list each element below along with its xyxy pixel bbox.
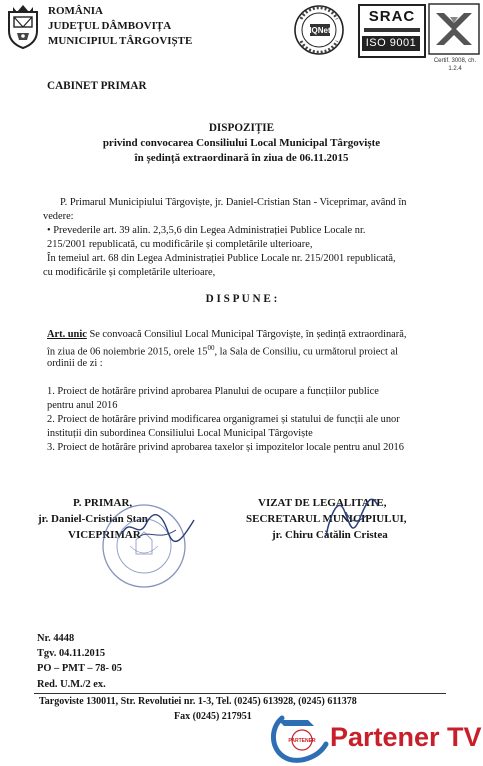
cabinet-label: CABINET PRIMAR [47, 80, 147, 92]
article-text-2b: , la Sala de Consiliu, cu următorul proiect al [214, 346, 398, 358]
srac-label: SRAC [368, 8, 416, 25]
partener-badge: PARTENER [288, 738, 316, 744]
iqnet-certification-logo-icon [290, 3, 348, 57]
agenda-item-number: 2. [47, 414, 55, 425]
intro-paragraph-2-cont: 215/2001 republicată, cu modificările și completările ulterioare, [47, 239, 313, 250]
article-text-1: Se convoacă Consiliul Local Municipal Târgoviște, în ședință extraordinară, [89, 329, 407, 340]
ref-number: Nr. 4448 [37, 633, 75, 644]
agenda-item-text: Proiect de hotărâre privind aprobarea taxelor și impozitelor locale pentru anul 2016 [57, 442, 404, 453]
header-romania: ROMÂNIA [48, 5, 103, 17]
iqnet-label: IQNet [309, 26, 331, 35]
ref-date: Tgv. 04.11.2015 [37, 648, 106, 659]
partener-tv-logo-icon [268, 714, 332, 764]
coat-of-arms-crest-icon [4, 3, 42, 49]
intro-paragraph-3-cont: cu modificările și completările ulterioare, [43, 267, 216, 278]
footer-divider [34, 693, 446, 694]
srac-iso-certification-logo [358, 4, 426, 58]
agenda-item-3 [47, 441, 404, 454]
signature-right-role: SECRETARUL MUNICIPIULUI, [246, 513, 407, 525]
certification-mark-icon [428, 3, 480, 55]
article-text-2a: în ziua de 06 noiembrie 2015, orele 15 [47, 346, 208, 358]
agenda-item-text: Proiect de hotărâre privind modificarea organigramei și statului de funcții ale unor [57, 414, 400, 425]
signature-left-role: VICEPRIMAR [68, 529, 141, 541]
partener-tv-watermark: Partener TV [330, 722, 482, 752]
agenda-item-number: 1. [47, 386, 55, 397]
agenda-item-1-cont: pentru anul 2016 [47, 400, 118, 411]
certification-reference: Certif. 3008, ch. 1.2.4 [433, 58, 477, 72]
article-line-3: ordinii de zi : [47, 358, 103, 369]
signature-left-title: P. PRIMAR, [73, 497, 133, 509]
agenda-item-1 [47, 385, 379, 398]
header-judet: JUDEȚUL DÂMBOVIȚA [48, 20, 172, 32]
handwritten-signature-left-icon [118, 510, 198, 546]
ref-redactor: Red. U.M./2 ex. [37, 679, 106, 690]
article-hour-superscript: 00 [207, 344, 215, 352]
agenda-item-text: Proiect de hotărâre privind aprobarea Planului de ocupare a funcțiilor publice [57, 386, 379, 397]
article-label: Art. unic [47, 329, 87, 340]
document-subtitle-2: în ședință extraordinară în ziua de 06.11.2015 [134, 152, 349, 164]
header-municipiu: MUNICIPIUL TÂRGOVIȘTE [48, 35, 193, 47]
ref-code: PO – PMT – 78- 05 [37, 663, 122, 674]
iso-9001-label: ISO 9001 [362, 36, 420, 51]
intro-paragraph-3: În temeiul art. 68 din Legea Administrației Publice Locale nr. 215/2001 republicată, [47, 253, 396, 264]
intro-paragraph-1: P. Primarul Municipiului Târgoviște, jr. Daniel-Cristian Stan - Viceprimar, având în [60, 197, 407, 208]
intro-paragraph-2: • Prevederile art. 39 alin. 2,3,5,6 din Legea Administrației Publice Locale nr. [47, 225, 366, 236]
document-subtitle-1: privind convocarea Consiliului Local Municipal Târgoviște [102, 137, 381, 149]
article-line-1 [47, 328, 406, 341]
agenda-item-2 [47, 413, 400, 426]
footer-fax: Fax (0245) 217951 [174, 711, 252, 722]
signature-right-title: VIZAT DE LEGALITATE, [258, 497, 387, 509]
signature-right-name: jr. Chiru Cătălin Cristea [272, 529, 388, 541]
dispune-heading: D I S P U N E : [205, 293, 278, 305]
document-title: DISPOZIȚIE [208, 122, 275, 134]
footer-address: Targoviste 130011, Str. Revolutiei nr. 1-3, Tel. (0245) 613928, (0245) 611378 [39, 696, 357, 707]
agenda-item-number: 3. [47, 442, 55, 453]
agenda-item-2-cont: instituții din subordinea Consiliului Local Municipal Târgoviște [47, 428, 313, 439]
handwritten-signature-right-icon [316, 488, 386, 544]
signature-left-name: jr. Daniel-Cristian Stan [38, 513, 148, 525]
intro-paragraph-1-cont: vedere: [43, 211, 74, 222]
